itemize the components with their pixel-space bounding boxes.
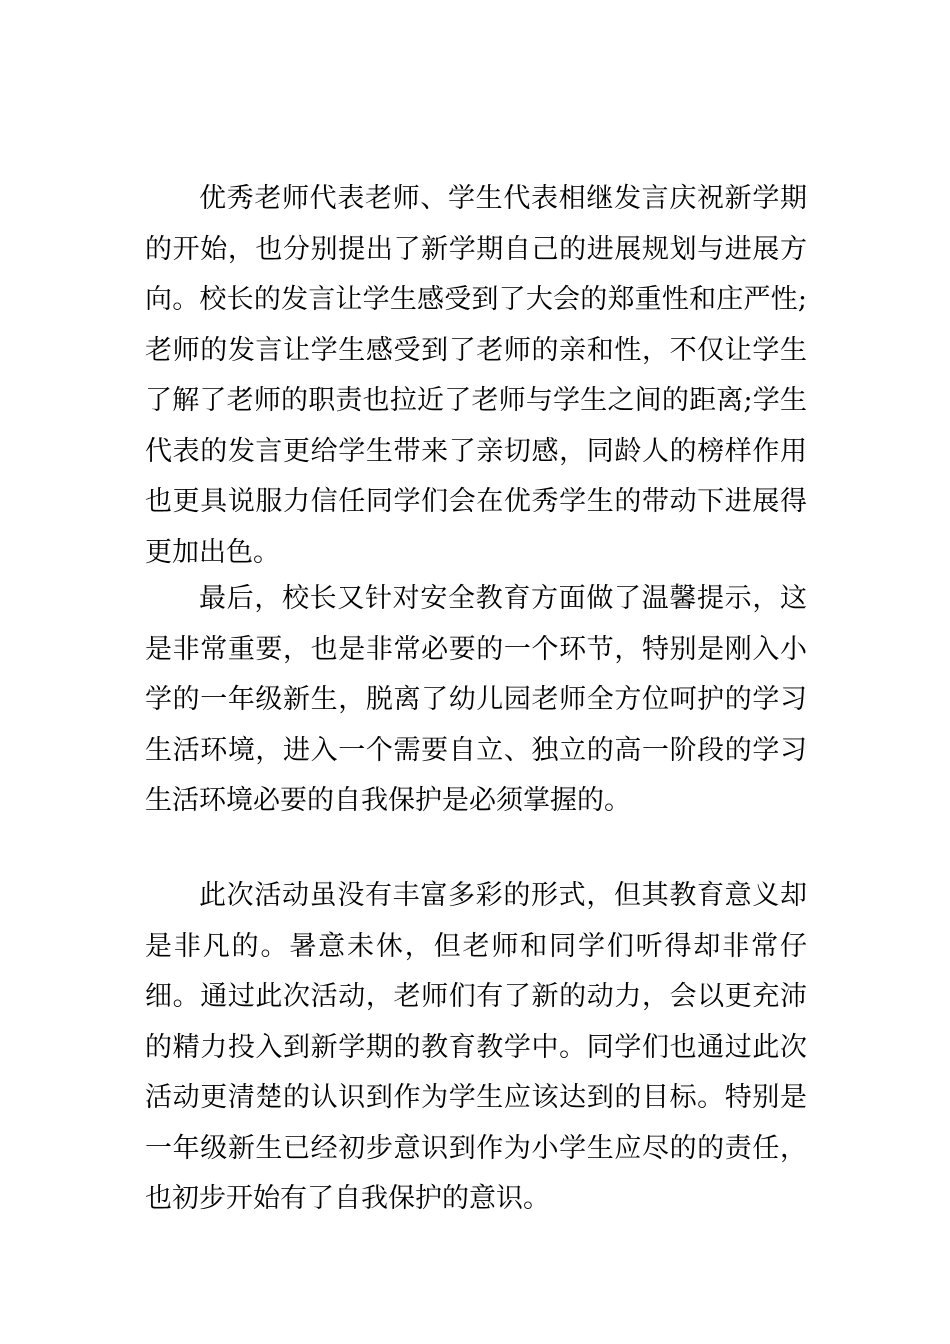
paragraph-safety-education: 最后，校长又针对安全教育方面做了温馨提示，这是非常重要，也是非常必要的一个环节，特别是刚入小学的一年级新生，脱离了幼儿园老师全方位呵护的学习生活环境，进入一个需要自立、独立的高一阶段的学习生活环境必要的自我保护是必须掌握的。 bbox=[145, 583, 807, 816]
paragraph-speeches: 优秀老师代表老师、学生代表相继发言庆祝新学期的开始，也分别提出了新学期自己的进展规划与进展方向。校长的发言让学生感受到了大会的郑重性和庄严性;老师的发言让学生感受到了老师的亲和性，不仅让学生了解了老师的职责也拉近了老师与学生之间的距离;学生代表的发言更给学生带来了亲切感，同龄人的榜样作用也更具说服力信任同学们会在优秀学生的带动下进展得更加出色。 bbox=[145, 183, 807, 568]
paragraph-activity-summary: 此次活动虽没有丰富多彩的形式，但其教育意义却是非凡的。暑意未休，但老师和同学们听得却非常仔细。通过此次活动，老师们有了新的动力，会以更充沛的精力投入到新学期的教育教学中。同学们也通过此次活动更清楚的认识到作为学生应该达到的目标。特别是一年级新生已经初步意识到作为小学生应尽的的责任，也初步开始有了自我保护的意识。 bbox=[145, 880, 807, 1214]
